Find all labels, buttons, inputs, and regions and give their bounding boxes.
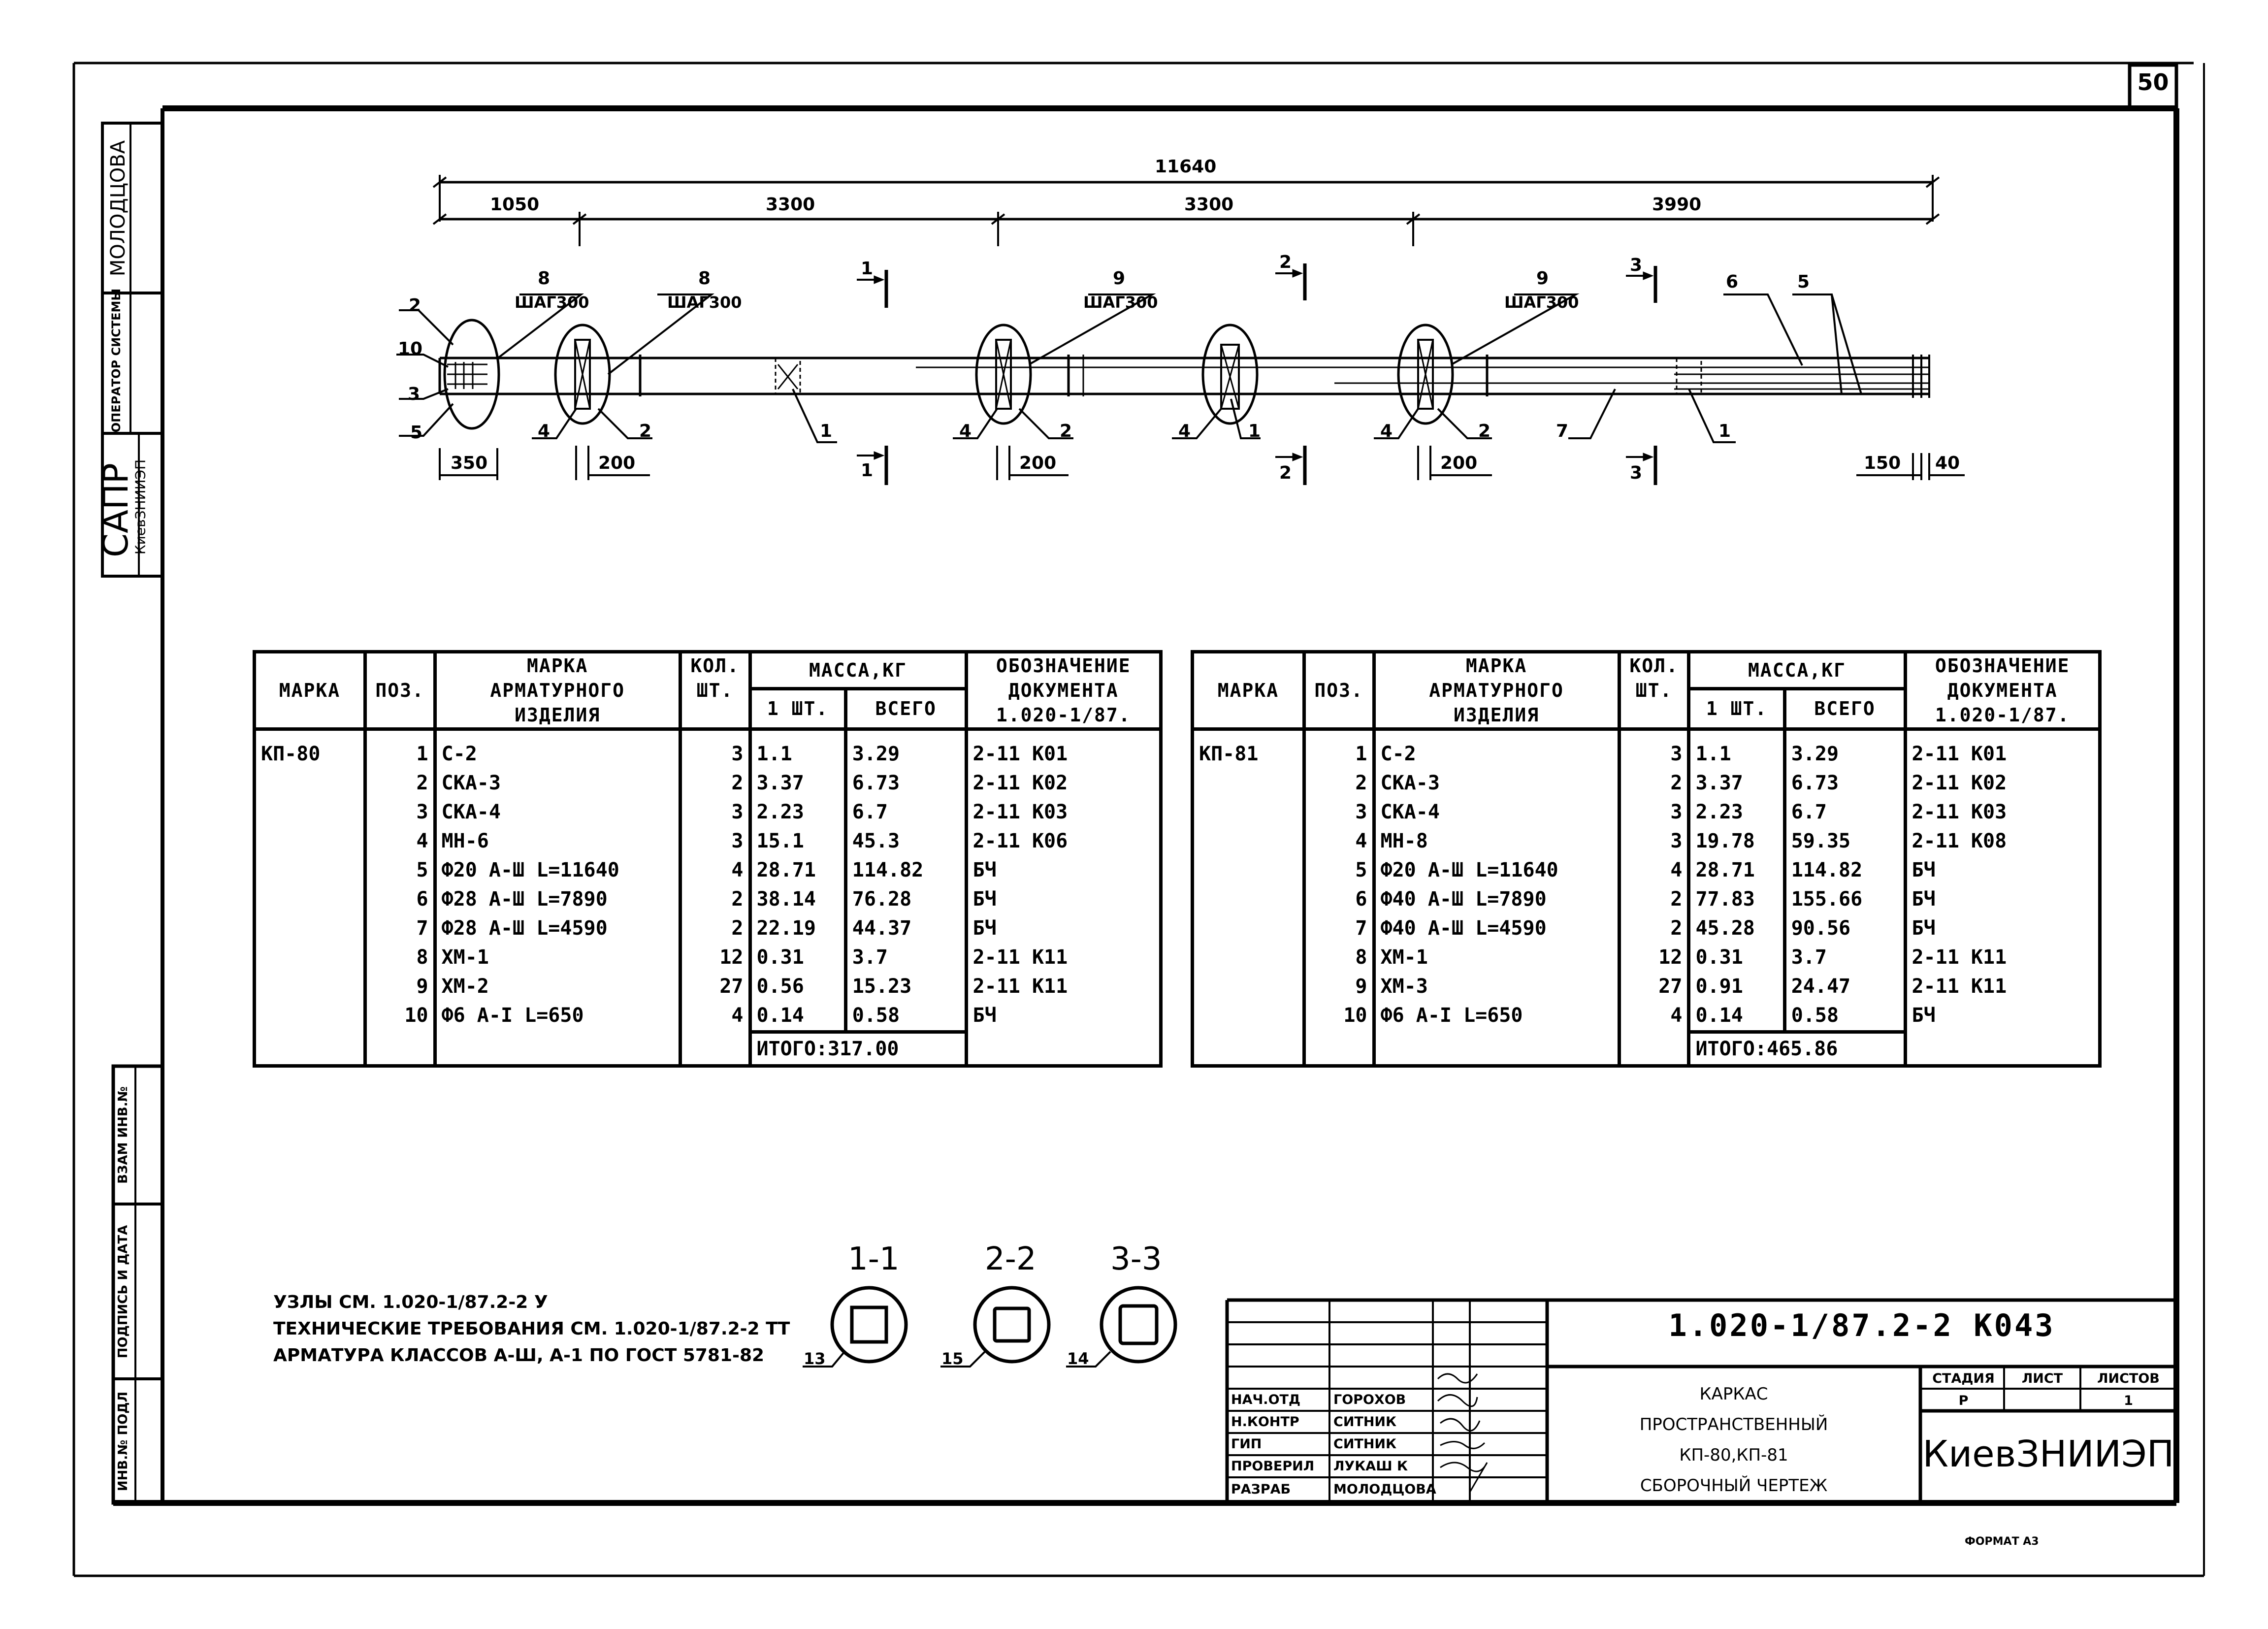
staff-name: СИТНИК <box>1333 1414 1397 1430</box>
step-label-1: ШАГ300 <box>515 293 589 312</box>
drawing-name <box>1547 1379 1920 1501</box>
bottom-dim-200b: 200 <box>1019 453 1057 473</box>
step-label-2: ШАГ300 <box>667 293 742 312</box>
segment-dim-4: 3990 <box>1652 195 1702 215</box>
segment-dim-2: 3300 <box>766 195 815 215</box>
note-line: ТЕХНИЧЕСКИЕ ТРЕБОВАНИЯ СМ. 1.020-1/87.2-2 ТТ <box>273 1319 790 1339</box>
org-small-label: КиевЗНИИЭП <box>132 459 149 555</box>
callout-3: 3 <box>408 384 421 404</box>
section-callout-13: 13 <box>804 1349 826 1368</box>
col-pos: 1 2 3 4 5 6 7 8 9 10 <box>1304 729 1374 1066</box>
cell-marka: КП-80 <box>255 729 365 1066</box>
sheet-label: ЛИСТ <box>2021 1371 2063 1386</box>
header-doc: ОБОЗНАЧЕНИЕ ДОКУМЕНТА 1.020-1/87. <box>966 652 1161 729</box>
staff-name: СИТНИК <box>1333 1436 1397 1452</box>
segment-dim-3: 3300 <box>1184 195 1234 215</box>
col-doc: 2-11 К01 2-11 К02 2-11 К03 2-11 К06 БЧ БЧ БЧ 2-11 К11 2-11 К11 БЧ <box>966 729 1161 1066</box>
section-label-1-top: 1 <box>861 259 874 279</box>
callout-4c: 4 <box>1178 421 1191 441</box>
step-label-4: ШАГ300 <box>1504 293 1579 312</box>
drawing-name-line: КАРКАС <box>1699 1384 1768 1404</box>
section-label-3-top: 3 <box>1630 255 1643 275</box>
note-line: АРМАТУРА КЛАССОВ А-Ш, А-1 ПО ГОСТ 5781-82 <box>273 1345 765 1366</box>
bottom-dim-40: 40 <box>1935 453 1960 473</box>
header-doc: ОБОЗНАЧЕНИЕ ДОКУМЕНТА 1.020-1/87. <box>1905 652 2100 729</box>
sheet-number: 50 <box>2137 69 2169 96</box>
header-qty: КОЛ. ШТ. <box>1619 652 1689 729</box>
col-mass-one: 1.1 3.37 2.23 15.1 28.71 38.14 22.19 0.31 0.56 0.14 <box>750 729 845 1032</box>
callout-6: 6 <box>1726 272 1739 292</box>
staff-name: ГОРОХОВ <box>1333 1392 1406 1407</box>
callout-8a: 8 <box>538 268 551 289</box>
operator-label: ОПЕРАТОР СИСТЕМЫ <box>109 288 123 433</box>
staff-role: РАЗРАБ <box>1231 1482 1291 1497</box>
step-label-3: ШАГ300 <box>1083 293 1158 312</box>
staff-name: МОЛОДЦОВА <box>1333 1482 1436 1497</box>
callout-4d: 4 <box>1380 421 1393 441</box>
bottom-dim-200c: 200 <box>1440 453 1478 473</box>
col-mass-one: 1.1 3.37 2.23 19.78 28.71 77.83 45.28 0.31 0.91 0.14 <box>1689 729 1784 1032</box>
header-pos: ПОЗ. <box>1304 652 1374 729</box>
callout-1a: 1 <box>820 421 833 441</box>
col-item: С-2 СКА-3 СКА-4 МН-8 Ф20 А-Ш L=11640 Ф40 А-Ш L=7890 Ф40 А-Ш L=4590 ХМ-1 ХМ-3 Ф6 А-I L=650 <box>1374 729 1619 1066</box>
header-marka: МАРКА <box>255 652 365 729</box>
org-name: КиевЗНИИЭП <box>1922 1433 2174 1475</box>
operator-name: МОЛОДЦОВА <box>107 140 130 277</box>
callout-1c: 1 <box>1718 421 1731 441</box>
overall-dimension: 11640 <box>1155 157 1217 177</box>
sheets-value: 1 <box>2124 1393 2133 1408</box>
callout-7: 7 <box>1556 421 1569 441</box>
segment-dim-1: 1050 <box>490 195 540 215</box>
header-pos: ПОЗ. <box>365 652 435 729</box>
general-notes <box>273 1289 790 1369</box>
header-mass-one: 1 ШТ. <box>1689 688 1784 729</box>
callout-5b: 5 <box>410 423 423 443</box>
callout-9a: 9 <box>1113 268 1126 289</box>
col-qty: 3 2 3 3 4 2 2 12 27 4 <box>1619 729 1689 1066</box>
header-mass-one: 1 ШТ. <box>750 688 845 729</box>
callout-1b: 1 <box>1248 421 1261 441</box>
note-line: УЗЛЫ СМ. 1.020-1/87.2-2 У <box>273 1292 548 1312</box>
spec-table-kp81 <box>1191 650 2102 1068</box>
callout-8b: 8 <box>698 268 711 289</box>
document-code: 1.020-1/87.2-2 К043 <box>1668 1307 2055 1343</box>
callout-4b: 4 <box>959 421 972 441</box>
total-kp81: ИТОГО:465.86 <box>1689 1032 1905 1066</box>
col-qty: 3 2 3 3 4 2 2 12 27 4 <box>680 729 750 1066</box>
sheets-label: ЛИСТОВ <box>2097 1371 2160 1386</box>
stamp-inv: ИНВ.№ ПОДЛ <box>116 1391 130 1492</box>
bottom-dim-150: 150 <box>1864 453 1901 473</box>
header-mass: МАССА,КГ <box>750 652 966 689</box>
stamp-sign: ПОДПИСЬ И ДАТА <box>116 1225 130 1359</box>
header-mass: МАССА,КГ <box>1689 652 1905 689</box>
col-mass-total: 3.29 6.73 6.7 59.35 114.82 155.66 90.56 3.7 24.47 0.58 <box>1784 729 1905 1032</box>
section-view-title-2: 2-2 <box>985 1241 1037 1277</box>
staff-role: Н.КОНТР <box>1231 1414 1299 1430</box>
header-mass-total: ВСЕГО <box>845 688 966 729</box>
staff-role: ГИП <box>1231 1436 1262 1452</box>
section-views <box>803 1288 1175 1367</box>
callout-9b: 9 <box>1536 268 1549 289</box>
staff-role: НАЧ.ОТД <box>1231 1392 1300 1407</box>
section-label-2-top: 2 <box>1279 252 1292 272</box>
callout-2c: 2 <box>1060 421 1072 441</box>
header-mass-total: ВСЕГО <box>1784 688 1905 729</box>
staff-role: ПРОВЕРИЛ <box>1231 1459 1315 1474</box>
section-view-title-3: 3-3 <box>1110 1241 1162 1277</box>
total-kp80: ИТОГО:317.00 <box>750 1032 966 1066</box>
callout-5: 5 <box>1797 272 1810 292</box>
header-item: МАРКА АРМАТУРНОГО ИЗДЕЛИЯ <box>1374 652 1619 729</box>
callout-10: 10 <box>398 339 423 359</box>
stage-value: Р <box>1958 1393 1969 1408</box>
format-label: ФОРМАТ А3 <box>1965 1535 2039 1548</box>
bottom-dim-200a: 200 <box>598 453 636 473</box>
callout-2a: 2 <box>409 295 421 316</box>
stamp-vzam: ВЗАМ ИНВ.№ <box>116 1086 130 1184</box>
col-pos: 1 2 3 4 5 6 7 8 9 10 <box>365 729 435 1066</box>
col-item: С-2 СКА-3 СКА-4 МН-6 Ф20 А-Ш L=11640 Ф28 А-Ш L=7890 Ф28 А-Ш L=4590 ХМ-1 ХМ-2 Ф6 А-I L=650 <box>435 729 680 1066</box>
drawing-name-line: ПРОСТРАНСТВЕННЫЙ <box>1639 1415 1828 1434</box>
drawing-name-line: КП-80,КП-81 <box>1679 1445 1788 1465</box>
section-view-title-1: 1-1 <box>848 1241 900 1277</box>
header-item: МАРКА АРМАТУРНОГО ИЗДЕЛИЯ <box>435 652 680 729</box>
section-callout-15: 15 <box>941 1349 964 1368</box>
sapr-label: САПР <box>96 463 136 557</box>
bottom-dim-350: 350 <box>451 453 488 473</box>
col-mass-total: 3.29 6.73 6.7 45.3 114.82 76.28 44.37 3.7 15.23 0.58 <box>845 729 966 1032</box>
staff-name: ЛУКАШ К <box>1333 1459 1408 1474</box>
callout-4a: 4 <box>538 421 551 441</box>
stage-label: СТАДИЯ <box>1932 1371 1995 1386</box>
section-label-2-bottom: 2 <box>1279 463 1292 483</box>
spec-table-kp80 <box>253 650 1163 1068</box>
header-marka: МАРКА <box>1193 652 1304 729</box>
cell-marka: КП-81 <box>1193 729 1304 1066</box>
section-label-1-bottom: 1 <box>861 460 874 481</box>
col-doc: 2-11 К01 2-11 К02 2-11 К03 2-11 К08 БЧ БЧ БЧ 2-11 К11 2-11 К11 БЧ <box>1905 729 2100 1066</box>
section-callout-14: 14 <box>1067 1349 1089 1368</box>
callout-2d: 2 <box>1478 421 1491 441</box>
drawing-name-line: СБОРОЧНЫЙ ЧЕРТЕЖ <box>1640 1476 1828 1496</box>
section-label-3-bottom: 3 <box>1630 463 1643 483</box>
callout-2b: 2 <box>639 421 652 441</box>
header-qty: КОЛ. ШТ. <box>680 652 750 729</box>
